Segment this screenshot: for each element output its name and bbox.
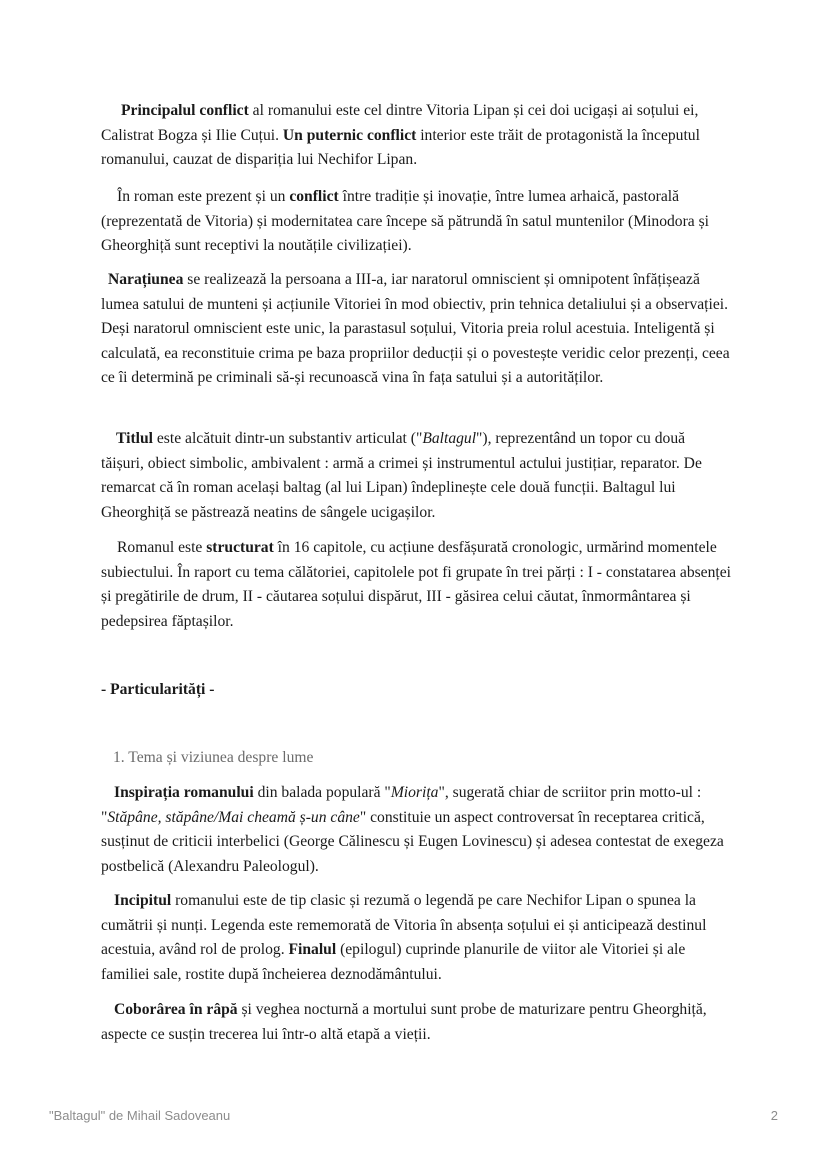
paragraph-conflict: Principalul conflict al romanului este cel dintre Vitoria Lipan și cei doi ucigași ai soțului ei, Calistrat Bogza și Ilie Cuțui. Un puternic conflict interior este trăit de protagonistă la începutul romanului, cauzat de dispariția lui Nechifor Lipan. [101, 102, 700, 169]
bold-term: Incipitul [114, 892, 172, 909]
paragraph-coborarea: Coborârea în râpă și veghea nocturnă a mortului sunt probe de maturizare pentru Gheorghiță, aspecte ce susțin trecerea lui într-o altă etapă a vieții. [101, 1001, 707, 1043]
bold-term: Finalul [288, 941, 337, 959]
paragraph-naratiunea: Narațiunea se realizează la persoana a III-a, iar naratorul omniscient și omnipotent înfățișează lumea satului de munteni și acțiunile Vitoriei în mod obiectiv, prin tehnica detaliului și a observației. Deși naratorul omniscient este unic, la parastasul soțului, Vitoria preia rolul acestuia. Inteligentă și calculată, ea reconstituie crima pe baza propriilor deducții și o povestește veridic celor prezenți, ceea ce îi determină pe criminali să-și recunoască vina în fața satului și a autorităților. [101, 271, 730, 387]
footer-page-number: 2 [770, 1108, 778, 1123]
paragraph-incipit: Incipitul romanului este de tip clasic și rezumă o legendă pe care Nechifor Lipan o spunea la cumătrii și nunți. Legenda este rememorată de Vitoria în absența soțului ei și anticipează destinul acestuia, având rol de prolog. Finalul (epilogul) cuprinde planurile de viitor ale Vitoriei și ale familiei sale, rostite după încheierea deznodământului. [101, 892, 707, 983]
bold-term: conflict [289, 188, 339, 205]
footer-document-title: "Baltagul" de Mihail Sadoveanu [49, 1108, 231, 1123]
list-subheading: 1. Tema și viziunea despre lume [113, 749, 314, 766]
section-heading: - Particularități - [101, 681, 215, 698]
bold-term: Principalul conflict [121, 102, 249, 119]
bold-term: Coborârea în râpă [114, 1001, 238, 1018]
paragraph-structura: Romanul este structurat în 16 capitole, cu acțiune desfășurată cronologic, urmărind momentele subiectului. În raport cu tema călătoriei, capitolele pot fi grupate în trei părți : I - constatarea absenței și pregătirile de drum, II - căutarea soțului dispărut, III - găsirea celui căutat, înmormântarea și pedepsirea făptașilor. [101, 539, 731, 630]
bold-term: Un puternic conflict [282, 126, 417, 144]
paragraph-inspiratia: Inspirația romanului din balada populară "Miorița", sugerată chiar de scriitor prin motto-ul : "Stăpâne, stăpâne/Mai cheamă ș-un câne" constituie un aspect controversat în receptarea critică, susținut de criticii interbelici (George Călinescu și Eugen Lovinescu) și adesea contestat de exegeza postbelică (Alexandru Paleologul). [101, 784, 724, 875]
bold-term: Titlul [116, 430, 153, 447]
bold-term: Narațiunea [108, 271, 184, 288]
bold-term: structurat [206, 539, 274, 556]
paragraph-traditie: În roman este prezent și un conflict între tradiție și inovație, între lumea arhaică, pastorală (reprezentată de Vitoria) și modernitatea care începe să pătrundă în satul muntenilor (Minodora și Gheorghiță sunt receptivi la noutățile civilizației). [101, 188, 709, 255]
paragraph-titlul: Titlul este alcătuit dintr-un substantiv articulat ("Baltagul"), reprezentând un topor cu două tăișuri, obiect simbolic, ambivalent : armă a crimei și instrumentul actului justițiar, reparator. De remarcat că în roman același baltag (al lui Lipan) îndeplinește cele două funcții. Baltagul lui Gheorghiță se păstrează neatins de sângele ucigașilor. [101, 430, 702, 521]
bold-term: Inspirația romanului [114, 784, 254, 801]
